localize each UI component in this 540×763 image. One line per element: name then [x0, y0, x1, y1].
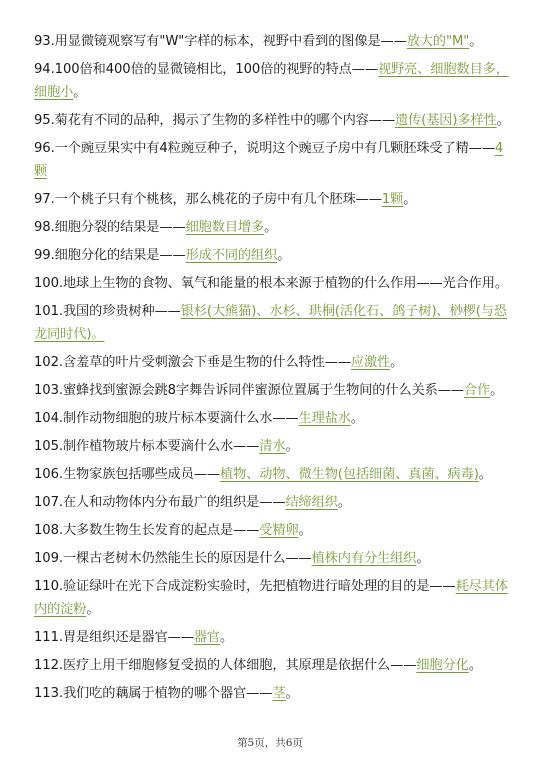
answer-text: 1颗	[381, 192, 404, 207]
question-item	[34, 379, 512, 402]
question-item	[34, 407, 512, 430]
sentence-end: 。	[337, 495, 351, 510]
question-text: 111.胃是组织还是器官——	[34, 630, 194, 645]
question-text: 96.一个豌豆果实中有4粒豌豆种子，说明这个豌豆子房中有几颗胚珠受了精——	[34, 141, 495, 156]
sentence-end: 。	[285, 686, 299, 701]
sentence-end: 。	[496, 113, 510, 128]
question-item	[34, 300, 512, 346]
question-list	[34, 30, 512, 710]
answer-text: 生理盐水	[298, 411, 351, 426]
question-text: 99.细胞分化的结果是——	[34, 248, 186, 263]
question-item	[34, 244, 512, 267]
question-text: 104.制作动物细胞的玻片标本要滴什么水——	[34, 411, 299, 426]
question-text: 98.细胞分裂的结果是——	[34, 220, 186, 235]
sentence-end: 。	[277, 248, 291, 263]
sentence-end: 。	[220, 630, 234, 645]
question-text: 100.地球上生物的食物、氧气和能量的根本来源于植物的什么作用——	[34, 276, 443, 291]
question-item	[34, 58, 512, 104]
answer-text: 植株内有分生组织	[311, 551, 417, 566]
question-text: 101.我国的珍贵树种——	[34, 304, 181, 319]
sentence-end: 。	[86, 602, 100, 617]
question-text: 103.蜜蜂找到蜜源会跳8字舞告诉同伴蜜源位置属于生物间的什么关系——	[34, 383, 464, 398]
answer-text: 应激性	[350, 355, 391, 370]
question-text: 97.一个桃子只有个桃核，那么桃花的子房中有几个胚珠——	[34, 192, 382, 207]
question-text: 107.在人和动物体内分布最广的组织是——	[34, 495, 286, 510]
question-text: 112.医疗上用干细胞修复受损的人体细胞，其原理是依据什么——	[34, 658, 417, 673]
question-text: 102.含羞草的叶片受刺激会下垂是生物的什么特性——	[34, 355, 351, 370]
question-item	[34, 654, 512, 677]
answer-text: 细胞数目增多	[185, 220, 265, 235]
page-footer: 第5页，共6页	[237, 737, 303, 749]
question-text: 108.大多数生物生长发育的起点是——	[34, 523, 260, 538]
answer-text: 茎	[272, 686, 286, 701]
sentence-end: 。	[390, 355, 404, 370]
answer-text: 银杉(大熊猫)、水杉、珙桐(活化石、鸽子树)、桫椤(与恐龙同时代)。	[34, 304, 507, 342]
sentence-end: 。	[285, 439, 299, 454]
sentence-end: 。	[469, 34, 483, 49]
sentence-end: 。	[468, 658, 482, 673]
question-item	[34, 351, 512, 374]
sentence-end: 。	[478, 467, 492, 482]
question-item	[34, 575, 512, 621]
sentence-end: 。	[264, 220, 278, 235]
question-text: 106.生物家族包括哪些成员——	[34, 467, 221, 482]
question-text: 95.菊花有不同的品种，揭示了生物的多样性中的哪个内容——	[34, 113, 395, 128]
sentence-end: 。	[403, 192, 417, 207]
answer-text: 细胞分化	[416, 658, 469, 673]
answer-text: 器官	[193, 630, 221, 645]
answer-text: 形成不同的组织	[185, 248, 278, 263]
question-item	[34, 519, 512, 542]
answer-text: 耗尽其体内的淀粉	[34, 579, 508, 617]
question-text: 105.制作植物玻片标本要滴什么水——	[34, 439, 260, 454]
question-text: 110.验证绿叶在光下合成淀粉实验时，先把植物进行暗处理的目的是——	[34, 579, 456, 594]
question-item	[34, 188, 512, 211]
question-text: 109.一棵古老树木仍然能生长的原因是什么——	[34, 551, 312, 566]
sentence-end: 。	[494, 276, 508, 291]
question-item	[34, 272, 512, 295]
answer-text: 受精卵	[259, 523, 299, 538]
question-item	[34, 137, 512, 183]
question-item	[34, 626, 512, 649]
question-text: 113.我们吃的藕属于植物的哪个器官——	[34, 686, 273, 701]
answer-text: 遗传(基因)多样性	[394, 113, 497, 128]
answer-text: 清水	[259, 439, 286, 454]
question-text: 94.100倍和400倍的显微镜相比，100倍的视野的特点——	[34, 62, 378, 77]
question-text: 93.用显微镜观察写有"W"字样的标本，视野中看到的图像是——	[34, 34, 407, 49]
sentence-end: 。	[350, 411, 364, 426]
question-item	[34, 491, 512, 514]
question-item	[34, 547, 512, 570]
question-item	[34, 435, 512, 458]
question-item	[34, 463, 512, 486]
sentence-end: 。	[416, 551, 430, 566]
question-item	[34, 30, 512, 53]
sentence-end: 。	[73, 85, 87, 100]
answer-text: 植物、动物、微生物(包括细菌、真菌、病毒)	[220, 467, 479, 482]
question-item	[34, 109, 512, 132]
answer-text: 结缔组织	[285, 495, 338, 510]
answer-text: 视野亮、细胞数目多，细胞小	[34, 62, 509, 100]
answer-text: 光合作用	[442, 276, 495, 291]
sentence-end: 。	[298, 523, 312, 538]
answer-text: 放大的"M"	[406, 34, 470, 49]
answer-text: 4颗	[34, 141, 504, 179]
sentence-end: 。	[490, 383, 504, 398]
answer-text: 合作	[463, 383, 491, 398]
question-item	[34, 216, 512, 239]
question-item	[34, 682, 512, 705]
